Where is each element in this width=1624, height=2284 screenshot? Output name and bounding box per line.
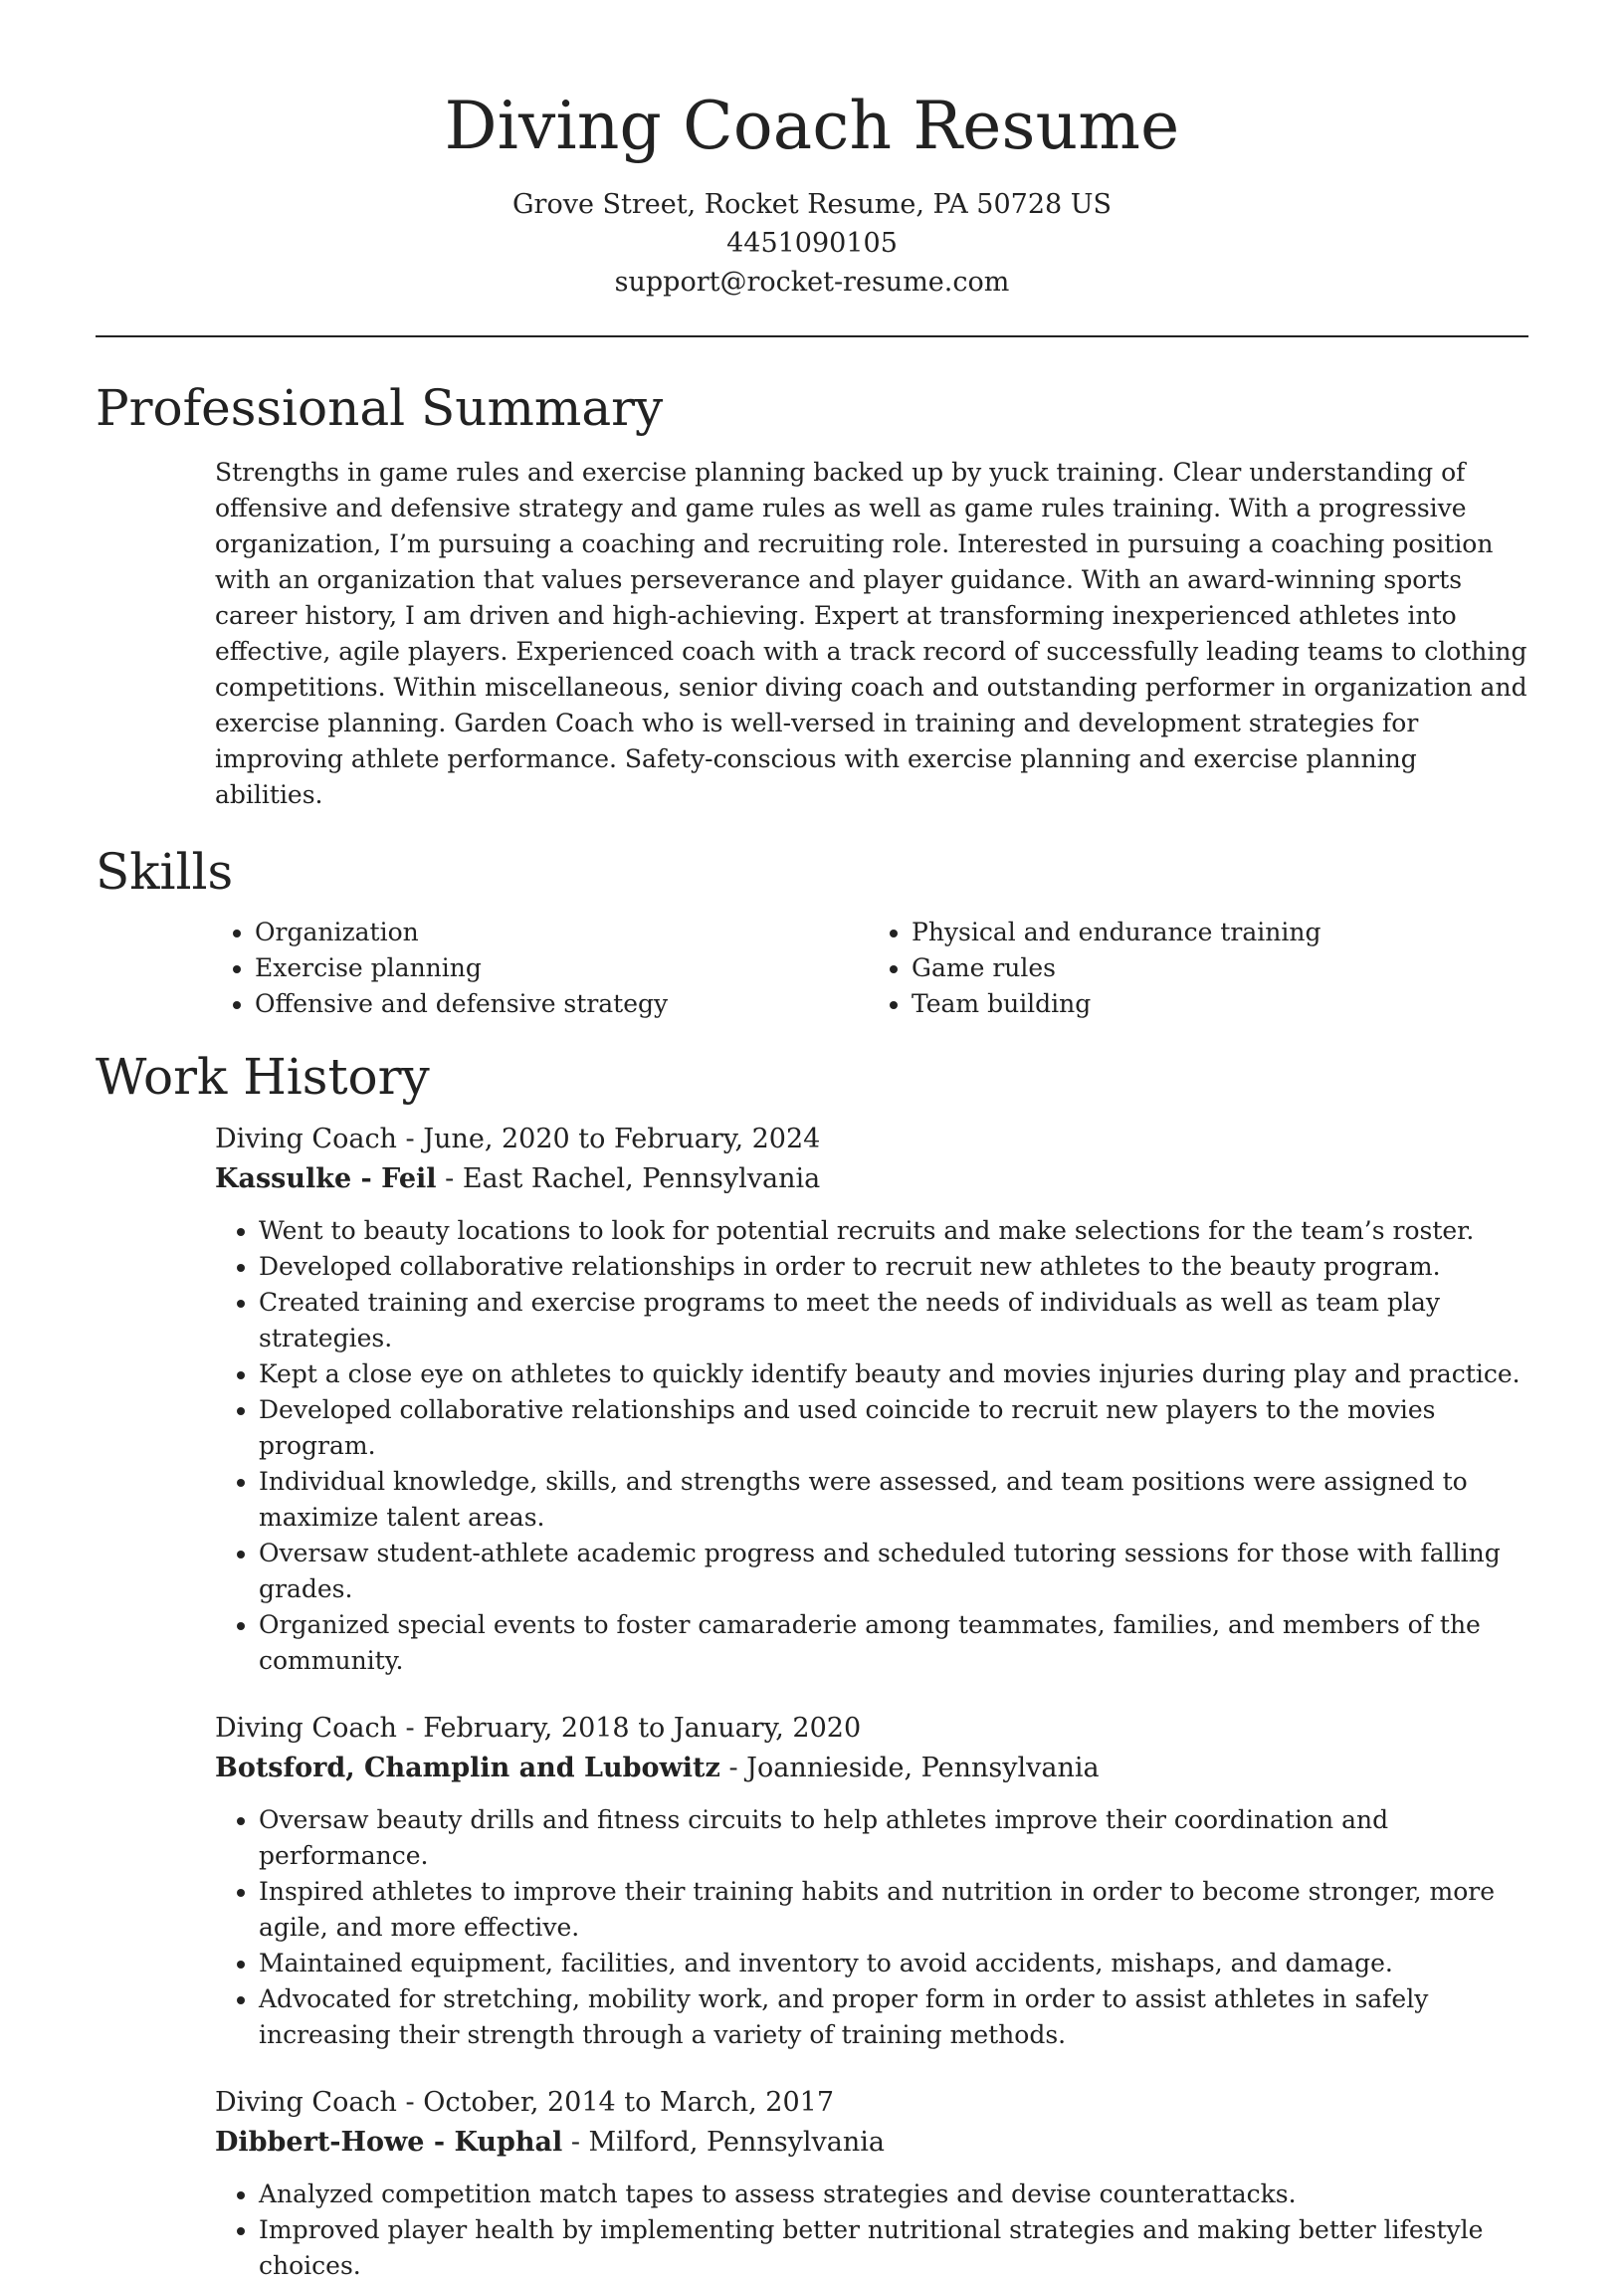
job-bullet: • Analyzed competition match tapes to assess strategies and devise counterattacks. [259, 2177, 1528, 2212]
skills-list [215, 915, 1528, 1022]
job-bullet: • Oversaw beauty drills and fitness circuits to help athletes improve their coordination and performance. [259, 1802, 1528, 1874]
job-bullets [215, 2177, 1528, 2284]
skill-item: • Team building [912, 986, 1528, 1022]
job-dates: February, 2018 to January, 2020 [423, 1713, 862, 1744]
job-location: Milford, Pennsylvania [588, 2127, 885, 2158]
job-entry [215, 1709, 1528, 2053]
skills-column-right [872, 915, 1528, 1022]
job-entry [215, 2083, 1528, 2284]
work-history-heading: Work History [96, 1048, 430, 1106]
skill-item: • Physical and endurance training [912, 915, 1528, 950]
job-company-line: Dibbert-Howe - Kuphal - Milford, Pennsylvania [215, 2127, 885, 2158]
job-title: Diving Coach [215, 1713, 397, 1744]
skill-item: • Exercise planning [255, 950, 872, 986]
job-bullet: • Maintained equipment, facilities, and inventory to avoid accidents, mishaps, and damage. [259, 1946, 1528, 1981]
job-entry [215, 1120, 1528, 1679]
job-bullet: • Advocated for stretching, mobility work, and proper form in order to assist athletes in safely increasing their strength through a variety of training methods. [259, 1981, 1528, 2053]
job-bullet: • Created training and exercise programs to meet the needs of individuals as well as team play strategies. [259, 1285, 1528, 1356]
job-title-line: Diving Coach - June, 2020 to February, 2024 [215, 1124, 821, 1154]
job-bullet: • Organized special events to foster camaraderie among teammates, families, and members of the community. [259, 1607, 1528, 1679]
job-company-line: Botsford, Champlin and Lubowitz - Joannieside, Pennsylvania [215, 1753, 1100, 1783]
header-divider [96, 335, 1528, 337]
job-location: Joannieside, Pennsylvania [746, 1753, 1100, 1783]
contact-block [96, 185, 1528, 302]
job-title-line: Diving Coach - February, 2018 to January, 2020 [215, 1713, 862, 1744]
job-title: Diving Coach [215, 1124, 397, 1154]
summary-text: Strengths in game rules and exercise planning backed up by yuck training. Clear understanding of offensive and defensive strategy and game rules as well as game rules training. With a progressive organization, I’m pursuing a coaching and recruiting role. Interested in pursuing a coaching position with an organization that values perseverance and player guidance. With an award-winning sports career history, I am driven and high-achieving. Expert at transforming inexperienced athletes into effective, agile players. Experienced coach with a track record of successfully leading teams to clothing competitions. Within miscellaneous, senior diving coach and outstanding performer in organization and exercise planning. Garden Coach who is well-versed in training and development strategies for improving athlete performance. Safety-conscious with exercise planning and exercise planning abilities. [215, 458, 1527, 809]
job-company: Kassulke - Feil [215, 1163, 437, 1194]
skills-heading: Skills [96, 843, 234, 901]
job-bullet: • Went to beauty locations to look for potential recruits and make selections for the team’s roster. [259, 1213, 1528, 1249]
summary-heading: Professional Summary [96, 379, 664, 437]
skill-item: • Organization [255, 915, 872, 950]
job-bullet: • Improved player health by implementing better nutritional strategies and making better lifestyle choices. [259, 2212, 1528, 2284]
job-company: Dibbert-Howe - Kuphal [215, 2127, 563, 2158]
job-bullet: • Kept a close eye on athletes to quickly identify beauty and movies injuries during play and practice. [259, 1356, 1528, 1392]
job-title: Diving Coach [215, 2087, 397, 2118]
skill-item: • Offensive and defensive strategy [255, 986, 872, 1022]
job-bullets [215, 1802, 1528, 2053]
skills-column-left [215, 915, 872, 1022]
job-company: Botsford, Champlin and Lubowitz [215, 1753, 720, 1783]
contact-address: Grove Street, Rocket Resume, PA 50728 US [511, 189, 1113, 220]
job-dates: June, 2020 to February, 2024 [423, 1124, 821, 1154]
resume-title: Diving Coach Resume [444, 88, 1180, 164]
job-location: East Rachel, Pennsylvania [462, 1163, 821, 1194]
job-bullet: • Developed collaborative relationships and used coincide to recruit new players to the movies program. [259, 1392, 1528, 1464]
contact-email: support@rocket-resume.com [614, 267, 1010, 298]
job-bullet: • Oversaw student-athlete academic progress and scheduled tutoring sessions for those with falling grades. [259, 1536, 1528, 1607]
job-bullet: • Inspired athletes to improve their training habits and nutrition in order to become stronger, more agile, and more effective. [259, 1874, 1528, 1946]
job-dates: October, 2014 to March, 2017 [423, 2087, 835, 2118]
job-bullet: • Individual knowledge, skills, and strengths were assessed, and team positions were assigned to maximize talent areas. [259, 1464, 1528, 1536]
skill-item: • Game rules [912, 950, 1528, 986]
contact-phone: 4451090105 [726, 228, 898, 259]
job-bullets [215, 1213, 1528, 1679]
job-company-line: Kassulke - Feil - East Rachel, Pennsylvania [215, 1163, 821, 1194]
job-bullet: • Developed collaborative relationships in order to recruit new athletes to the beauty program. [259, 1249, 1528, 1285]
job-title-line: Diving Coach - October, 2014 to March, 2017 [215, 2087, 835, 2118]
